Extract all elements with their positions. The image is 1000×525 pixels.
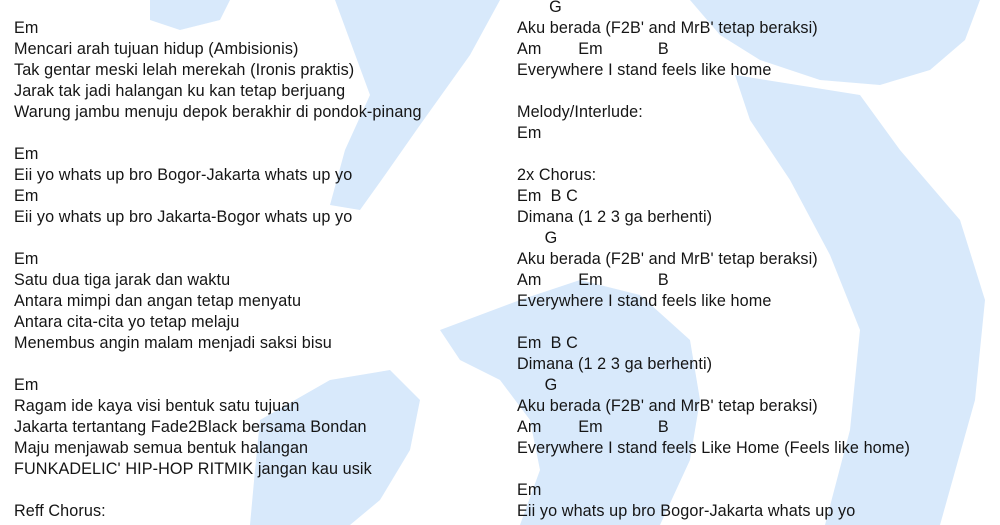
lyric-line: Satu dua tiga jarak dan waktu xyxy=(14,271,231,289)
section-heading: Melody/Interlude: xyxy=(517,103,643,121)
lyric-line: Eii yo whats up bro Bogor-Jakarta whats up yo xyxy=(517,502,856,520)
lyric-line: Reff Chorus: xyxy=(14,502,106,520)
lyric-line: Eii yo whats up bro Bogor-Jakarta whats up yo xyxy=(14,166,353,184)
chord-line: G xyxy=(517,376,558,394)
lyric-line: Ragam ide kaya visi bentuk satu tujuan xyxy=(14,397,300,415)
lyric-line xyxy=(517,81,910,102)
chord-line: G xyxy=(517,229,558,247)
chord-line: Am Em B xyxy=(517,271,669,289)
lyric-line: Antara mimpi dan angan tetap menyatu xyxy=(14,292,302,310)
chord-line: Am Em B xyxy=(517,418,669,436)
lyric-line: Everywhere I stand feels like home xyxy=(517,61,772,79)
lyric-line: Eii yo whats up bro Jakarta-Bogor whats up yo xyxy=(14,208,353,226)
lyric-line: Jarak tak jadi halangan ku kan tetap berjuang xyxy=(14,82,346,100)
lyric-line: Dimana (1 2 3 ga berhenti) xyxy=(517,355,713,373)
lyric-line xyxy=(14,123,422,144)
lyric-line: Everywhere I stand feels Like Home (Feels like home) xyxy=(517,439,910,457)
lyrics-left-column xyxy=(14,18,422,522)
lyric-line: Maju menjawab semua bentuk halangan xyxy=(14,439,309,457)
lyric-line xyxy=(517,459,910,480)
lyric-line xyxy=(14,354,422,375)
lyric-line: Antara cita-cita yo tetap melaju xyxy=(14,313,240,331)
lyric-line: Warung jambu menuju depok berakhir di pondok-pinang xyxy=(14,103,422,121)
lyric-line: Menembus angin malam menjadi saksi bisu xyxy=(14,334,332,352)
chord-line: Em B C xyxy=(517,187,578,205)
lyric-line xyxy=(517,312,910,333)
lyric-line: Em xyxy=(14,250,39,268)
lyric-line: Tak gentar meski lelah merekah (Ironis praktis) xyxy=(14,61,355,79)
chord-line: G xyxy=(517,0,562,16)
chord-line: Em xyxy=(517,124,542,142)
lyric-line: Mencari arah tujuan hidup (Ambisionis) xyxy=(14,40,299,58)
lyric-line xyxy=(517,144,910,165)
lyric-line: Em xyxy=(14,145,39,163)
lyrics-right-column xyxy=(517,0,910,522)
lyric-line xyxy=(14,228,422,249)
lyric-line: Aku berada (F2B' and MrB' tetap beraksi) xyxy=(517,250,818,268)
lyric-line xyxy=(14,480,422,501)
chord-line: Em B C xyxy=(517,334,578,352)
chord-line: Am Em B xyxy=(517,40,669,58)
lyric-line: FUNKADELIC' HIP-HOP RITMIK jangan kau usik xyxy=(14,460,372,478)
lyric-line: Em xyxy=(14,19,39,37)
lyric-line: Em xyxy=(14,376,39,394)
lyric-line: Aku berada (F2B' and MrB' tetap beraksi) xyxy=(517,397,818,415)
lyric-line: Em xyxy=(14,187,39,205)
chord-line: Em xyxy=(517,481,542,499)
section-heading: 2x Chorus: xyxy=(517,166,597,184)
lyric-line: Jakarta tertantang Fade2Black bersama Bondan xyxy=(14,418,367,436)
lyric-line: Dimana (1 2 3 ga berhenti) xyxy=(517,208,713,226)
lyric-line: Aku berada (F2B' and MrB' tetap beraksi) xyxy=(517,19,818,37)
lyric-line: Everywhere I stand feels like home xyxy=(517,292,772,310)
